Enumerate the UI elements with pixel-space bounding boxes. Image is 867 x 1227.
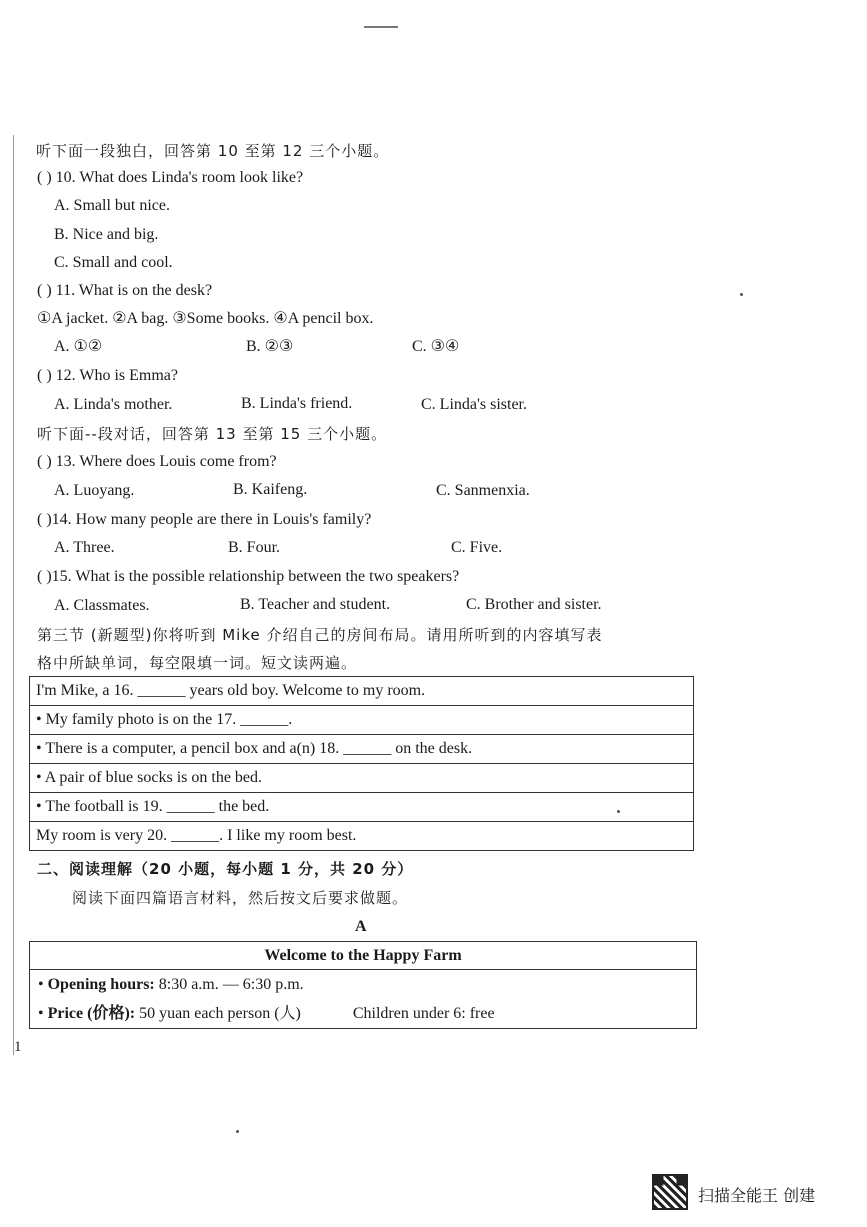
question-11: ( ) 11. What is on the desk?	[37, 282, 213, 299]
qr-code-icon	[652, 1174, 688, 1210]
q13-option-b: B. Kaifeng.	[233, 481, 308, 498]
fill-row-17: • My family photo is on the 17. ______.	[30, 706, 694, 735]
scanner-watermark: 扫描全能王 创建	[698, 1186, 816, 1205]
hours-label: Opening hours:	[47, 976, 155, 993]
fill-row-20: My room is very 20. ______. I like my room best.	[30, 822, 694, 851]
q10-option-c: C. Small and cool.	[54, 254, 173, 271]
part2-heading: 二、阅读理解（20 小题，每小题 1 分，共 20 分）	[37, 860, 414, 878]
q12-option-a: A. Linda's mother.	[54, 396, 173, 413]
scan-speck	[617, 810, 620, 813]
page-number: 1	[14, 1039, 22, 1055]
q11-option-a: A. ①②	[54, 338, 103, 355]
farm-title: Welcome to the Happy Farm	[30, 942, 697, 970]
farm-notice-table	[29, 941, 697, 1029]
fill-row-socks: • A pair of blue socks is on the bed.	[30, 764, 694, 793]
q10-option-b: B. Nice and big.	[54, 226, 159, 243]
fill-row-16: I'm Mike, a 16. ______ years old boy. Welcome to my room.	[30, 677, 694, 706]
price-row: • Price (价格): 50 yuan each person (人) Children under 6: free	[38, 1005, 495, 1022]
q12-option-c: C. Linda's sister.	[421, 396, 527, 413]
scan-speck	[236, 1130, 239, 1133]
q15-option-b: B. Teacher and student.	[240, 596, 391, 613]
question-15: ( )15. What is the possible relationship between the two speakers?	[37, 568, 460, 585]
fill-row-19: • The football is 19. ______ the bed.	[30, 793, 694, 822]
q12-option-b: B. Linda's friend.	[241, 395, 353, 412]
section2-heading: 听下面--段对话，回答第 13 至第 15 三个小题。	[37, 425, 388, 443]
question-13: ( ) 13. Where does Louis come from?	[37, 453, 277, 470]
hours-value: 8:30 a.m. — 6:30 p.m.	[158, 976, 304, 993]
scan-speck	[740, 293, 743, 296]
question-10: ( ) 10. What does Linda's room look like?	[37, 169, 304, 186]
price-label: Price (价格):	[47, 1005, 136, 1022]
q11-items: ①A jacket. ②A bag. ③Some books. ④A pencil box.	[37, 310, 374, 327]
part2-instruction: 阅读下面四篇语言材料，然后按文后要求做题。	[72, 889, 409, 907]
margin-rule	[13, 135, 14, 1055]
question-14: ( )14. How many people are there in Louis's family?	[37, 511, 372, 528]
price-value: 50 yuan each person (人)	[139, 1005, 301, 1022]
q11-option-c: C. ③④	[412, 338, 460, 355]
section3-instruction-line1: 第三节 (新题型)你将听到 Mike 介绍自己的房间布局。请用所听到的内容填写表	[37, 626, 603, 644]
farm-info	[30, 970, 697, 1029]
q14-option-c: C. Five.	[451, 539, 503, 556]
passage-label: A	[355, 918, 367, 935]
q14-option-b: B. Four.	[228, 539, 281, 556]
section3-instruction-line2: 格中所缺单词，每空限填一词。短文读两遍。	[37, 654, 358, 672]
opening-hours-row: • Opening hours: 8:30 a.m. — 6:30 p.m.	[38, 976, 304, 993]
q15-option-a: A. Classmates.	[54, 597, 150, 614]
scan-mark	[364, 26, 398, 28]
fill-in-table	[29, 676, 694, 851]
q14-option-a: A. Three.	[54, 539, 115, 556]
section1-heading: 听下面一段独白，回答第 10 至第 12 三个小题。	[36, 142, 390, 160]
q11-option-b: B. ②③	[246, 338, 294, 355]
fill-row-18: • There is a computer, a pencil box and a(n) 18. ______ on the desk.	[30, 735, 694, 764]
q13-option-a: A. Luoyang.	[54, 482, 135, 499]
question-12: ( ) 12. Who is Emma?	[37, 367, 179, 384]
children-free: Children under 6: free	[352, 1005, 495, 1022]
q10-option-a: A. Small but nice.	[54, 197, 170, 214]
q15-option-c: C. Brother and sister.	[466, 596, 602, 613]
q13-option-c: C. Sanmenxia.	[436, 482, 530, 499]
